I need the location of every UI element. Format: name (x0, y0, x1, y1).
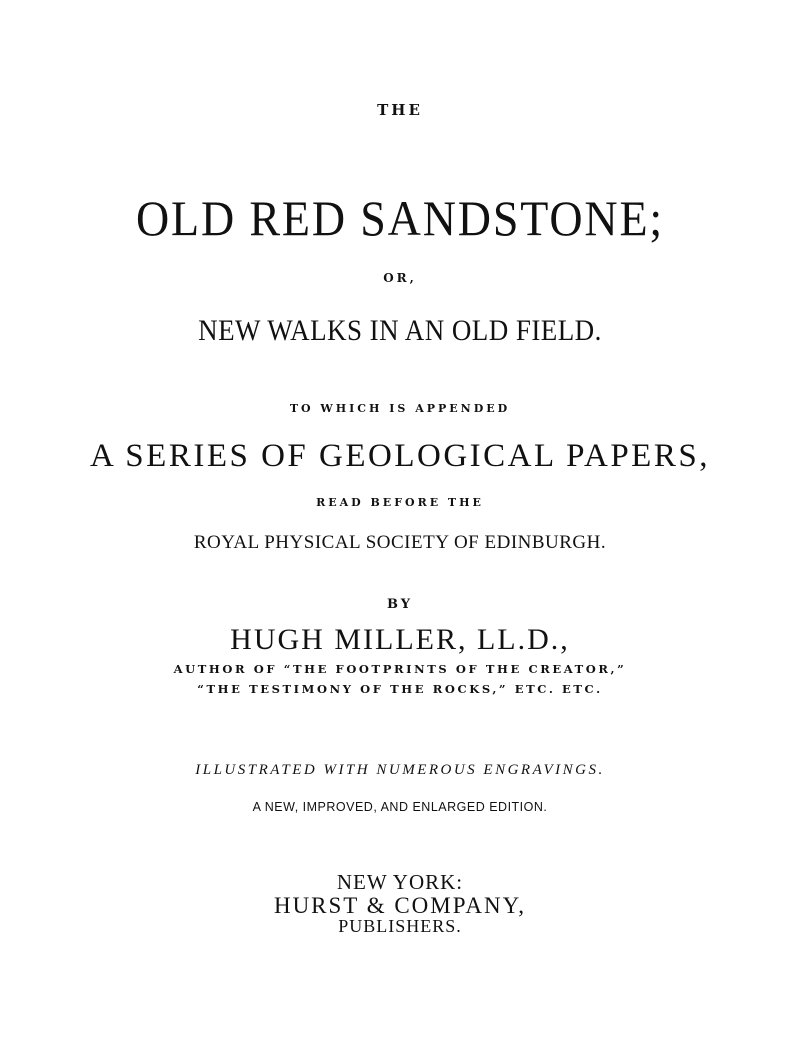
series-title: A SERIES OF GEOLOGICAL PAPERS, (90, 438, 710, 474)
by-label: BY (386, 597, 414, 612)
edition-note: A NEW, IMPROVED, AND ENLARGED EDITION. (252, 800, 548, 814)
title-prefix: THE (377, 101, 423, 119)
appended-note: TO WHICH IS APPENDED (289, 402, 511, 415)
book-title: OLD RED SANDSTONE; (135, 190, 665, 246)
publication-city: NEW YORK: (336, 870, 464, 894)
book-subtitle: NEW WALKS IN AN OLD FIELD. (198, 314, 602, 347)
title-conjunction: OR, (383, 271, 417, 285)
read-before-note: READ BEFORE THE (316, 496, 484, 509)
author-name: HUGH MILLER, LL.D., (230, 623, 570, 656)
author-works-line-1: AUTHOR OF “THE FOOTPRINTS OF THE CREATOR,” (173, 662, 627, 676)
publisher-name: HURST & COMPANY, (273, 893, 527, 918)
publishers-label: PUBLISHERS. (338, 916, 462, 936)
society-name: ROYAL PHYSICAL SOCIETY OF EDINBURGH. (193, 532, 607, 553)
illustration-note: ILLUSTRATED WITH NUMEROUS ENGRAVINGS. (195, 762, 605, 778)
author-works-line-2: “THE TESTIMONY OF THE ROCKS,” ETC. ETC. (197, 682, 603, 696)
